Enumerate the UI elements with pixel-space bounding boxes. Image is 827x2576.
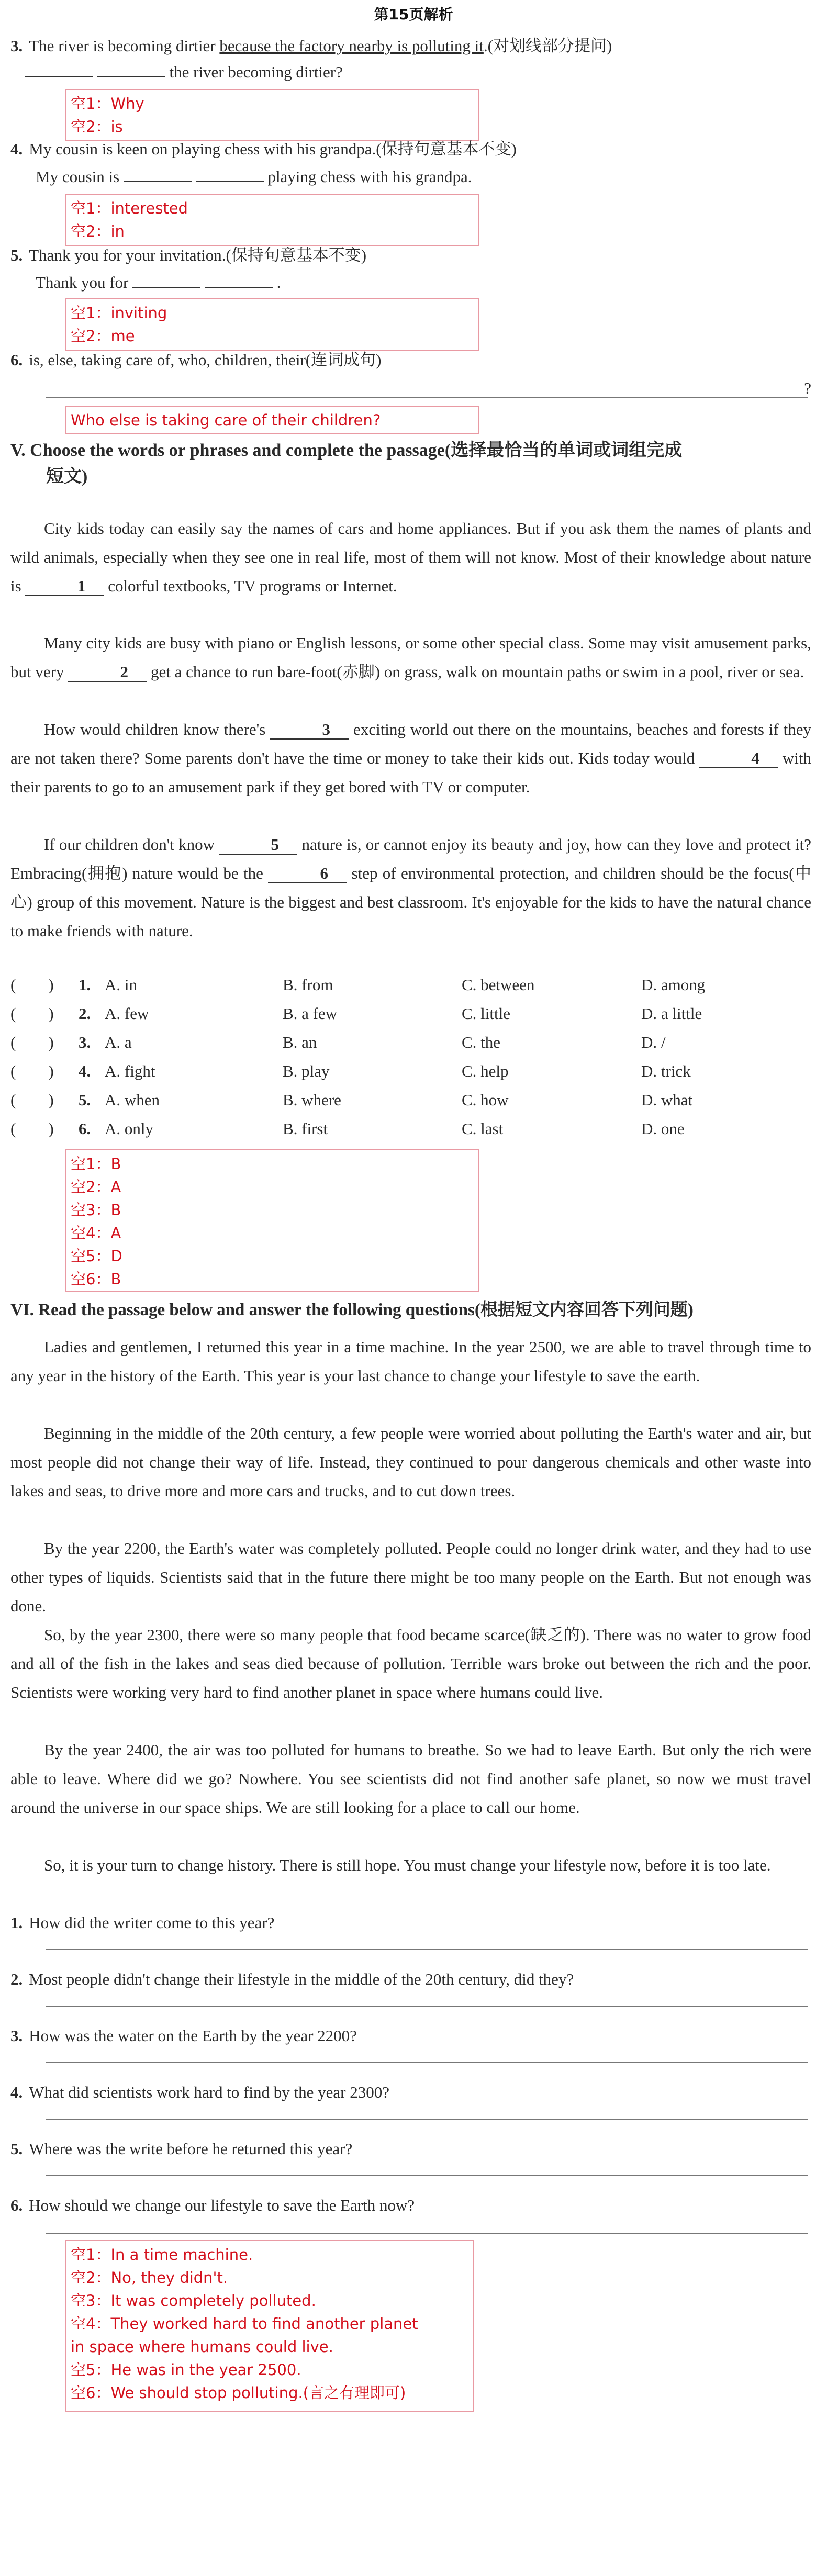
option-b[interactable]: B. from (283, 976, 333, 994)
option-a[interactable]: A. in (105, 976, 137, 994)
option-d[interactable]: D. a little (641, 1004, 702, 1023)
answer-bracket[interactable]: ( ) (10, 1091, 54, 1109)
blank-1[interactable] (132, 273, 200, 288)
section-v-heading: V. Choose the words or phrases and complete the passage(选择最恰当的单词或词组完成 短文) (10, 441, 683, 486)
section-vi-heading: VI. Read the passage below and answer the following questions(根据短文内容回答下列问题) (10, 1301, 694, 1319)
blank-2[interactable] (196, 167, 264, 182)
option-c[interactable]: C. the (462, 1033, 501, 1051)
answer-line-q6[interactable] (46, 397, 808, 398)
answer-line-4[interactable] (46, 2119, 808, 2120)
blank-1[interactable] (25, 63, 93, 77)
vi-question-3: 3. How was the water on the Earth by the year 2200? (10, 2026, 357, 2045)
passage-vi-paragraph-6: So, it is your turn to change history. There is still hope. You must change your lifestyle now, before it is too late. (44, 1856, 771, 1874)
answer-line-1[interactable] (46, 1949, 808, 1950)
blank-4[interactable]: 4 (699, 749, 778, 768)
blank-2[interactable] (97, 63, 165, 77)
blank-3[interactable]: 3 (270, 721, 349, 740)
vi-question-1: 1. How did the writer come to this year? (10, 1913, 275, 1932)
answer-line-3[interactable] (46, 2062, 808, 2063)
answer-box-q4: 空1：interested 空2：in (65, 194, 479, 246)
answer-box-section-v: 空1：B 空2：A 空3：B 空4：A 空5：D 空6：B (65, 1149, 479, 1292)
option-row-5: ( ) 5. A. when B. where C. how D. what (10, 1089, 806, 1112)
answer-box-q6: Who else is taking care of their children? (65, 406, 479, 434)
option-a[interactable]: A. when (105, 1091, 160, 1109)
option-a[interactable]: A. only (105, 1119, 153, 1138)
blank-5[interactable]: 5 (219, 836, 297, 855)
passage-v-paragraph-4: If our children don't know 5 nature is, or cannot enjoy its beauty and joy, how can they love and protect it? Embracing(拥抱) nature would be the 6 step of environmental protection, and children should be the focus(中心) group of this movement. Nature is the biggest and best classroom. It's enjoyable for the kids to have the natural chance to make friends with nature. (10, 835, 812, 940)
answer-bracket[interactable]: ( ) (10, 1033, 54, 1051)
option-b[interactable]: B. first (283, 1119, 328, 1138)
vi-question-4: 4. What did scientists work hard to find by the year 2300? (10, 2083, 389, 2101)
blank-2[interactable]: 2 (68, 663, 147, 682)
question-4-line2: My cousin is playing chess with his grandpa. (36, 167, 472, 186)
question-5-line2: Thank you for . (36, 273, 281, 292)
option-d[interactable]: D. one (641, 1119, 685, 1138)
blank-1[interactable]: 1 (25, 577, 104, 596)
question-4: 4. My cousin is keen on playing chess with his grandpa.(保持句意基本不变) (10, 140, 517, 158)
passage-v-paragraph-2: Many city kids are busy with piano or English lessons, or some other special class. Some may visit amusement parks, but very 2 get a chance to run bare-foot(赤脚) on grass, walk on mountain paths or swim in a pool, river or sea. (10, 634, 811, 681)
question-mark: ? (804, 379, 811, 397)
answer-bracket[interactable]: ( ) (10, 1004, 54, 1023)
answer-line-5[interactable] (46, 2175, 808, 2176)
answer-box-q3: 空1：Why 空2：is (65, 89, 479, 141)
option-b[interactable]: B. play (283, 1062, 330, 1080)
answer-box-section-vi: 空1：In a time machine. 空2：No, they didn't. 空3：It was completely polluted. 空4：They worked hard to find another planet in space where humans could live. 空5：He was in the year 2500. 空6：We should stop polluting.(言之有理即可) (65, 2240, 474, 2412)
option-c[interactable]: C. help (462, 1062, 509, 1080)
option-c[interactable]: C. last (462, 1119, 504, 1138)
question-5: 5. Thank you for your invitation.(保持句意基本不变) (10, 246, 367, 264)
option-c[interactable]: C. how (462, 1091, 509, 1109)
answer-line-6[interactable] (46, 2233, 808, 2234)
question-3: 3. The river is becoming dirtier because the factory nearby is polluting it.(对划线部分提问) (10, 37, 612, 55)
option-d[interactable]: D. / (641, 1033, 666, 1051)
answer-bracket[interactable]: ( ) (10, 976, 54, 994)
option-row-1: ( ) 1. A. in B. from C. between D. among (10, 973, 806, 996)
vi-question-6: 6. How should we change our lifestyle to save the Earth now? (10, 2196, 415, 2214)
passage-vi-paragraph-5: By the year 2400, the air was too polluted for humans to breathe. So we had to leave Earth. But only the rich were able to leave. Where did we go? Nowhere. You see scientists did not find another safe planet, so now we must travel around the universe in our space ships. We are still looking for a place to call our home. (10, 1741, 811, 1817)
answer-bracket[interactable]: ( ) (10, 1119, 54, 1138)
option-b[interactable]: B. a few (283, 1004, 338, 1023)
option-row-6: ( ) 6. A. only B. first C. last D. one (10, 1117, 806, 1140)
blank-2[interactable] (205, 273, 273, 288)
option-b[interactable]: B. where (283, 1091, 341, 1109)
vi-question-2: 2. Most people didn't change their lifestyle in the middle of the 20th century, did they? (10, 1970, 574, 1988)
option-c[interactable]: C. between (462, 976, 535, 994)
page-title: 第15页解析 (374, 6, 453, 23)
answer-box-q5: 空1：inviting 空2：me (65, 298, 479, 351)
question-6: 6. is, else, taking care of, who, children, their(连词成句) (10, 351, 382, 369)
vi-question-5: 5. Where was the write before he returned this year? (10, 2140, 353, 2158)
option-row-3: ( ) 3. A. a B. an C. the D. / (10, 1031, 806, 1054)
question-3-line2: the river becoming dirtier? (25, 62, 826, 83)
passage-vi-paragraph-2: Beginning in the middle of the 20th century, a few people were worried about polluting the Earth's water and air, but most people did not change their way of life. Instead, they continued to pour dangerous chemicals and other waste into lakes and seas, to drive more and more cars and trucks, and to cut down trees. (10, 1424, 811, 1500)
passage-v-paragraph-1: City kids today can easily say the names of cars and home appliances. But if you ask them the names of plants and wild animals, especially when they see one in real life, most of them will not know. Most of their knowledge about nature is 1 colorful textbooks, TV programs or Internet. (10, 519, 811, 595)
passage-vi-paragraph-1: Ladies and gentlemen, I returned this year in a time machine. In the year 2500, we are able to travel through time to any year in the history of the Earth. This year is your last chance to change your lifestyle to save the earth. (10, 1338, 811, 1385)
option-row-4: ( ) 4. A. fight B. play C. help D. trick (10, 1060, 806, 1083)
option-b[interactable]: B. an (283, 1033, 317, 1051)
answer-line-2[interactable] (46, 2006, 808, 2007)
option-c[interactable]: C. little (462, 1004, 510, 1023)
underlined-phrase: because the factory nearby is polluting it (219, 37, 484, 55)
option-a[interactable]: A. a (105, 1033, 132, 1051)
option-row-2: ( ) 2. A. few B. a few C. little D. a little (10, 1002, 806, 1025)
blank-6[interactable]: 6 (268, 865, 347, 883)
option-d[interactable]: D. what (641, 1091, 693, 1109)
answer-bracket[interactable]: ( ) (10, 1062, 54, 1080)
option-a[interactable]: A. few (105, 1004, 149, 1023)
passage-v-paragraph-3: How would children know there's 3 exciting world out there on the mountains, beaches and forests if they are not taken there? Some parents don't have the time or money to take their kids out. Kids today would 4 with their parents to go to an amusement park if they get bored with TV or computer. (10, 720, 811, 796)
passage-vi-paragraph-3: By the year 2200, the Earth's water was completely polluted. People could no longer drink water, and they had to use other types of liquids. Scientists said that in the future there might be too many people on the Earth. But not enough was done. (10, 1539, 811, 1615)
option-a[interactable]: A. fight (105, 1062, 155, 1080)
blank-1[interactable] (124, 167, 192, 182)
option-d[interactable]: D. trick (641, 1062, 691, 1080)
option-d[interactable]: D. among (641, 976, 706, 994)
passage-vi-paragraph-4: So, by the year 2300, there were so many people that food became scarce(缺乏的). There was no water to grow food and all of the fish in the lakes and seas died because of pollution. Terrible wars broke out between the rich and the poor. Scientists were working very hard to find another planet in space where humans could live. (10, 1626, 811, 1701)
